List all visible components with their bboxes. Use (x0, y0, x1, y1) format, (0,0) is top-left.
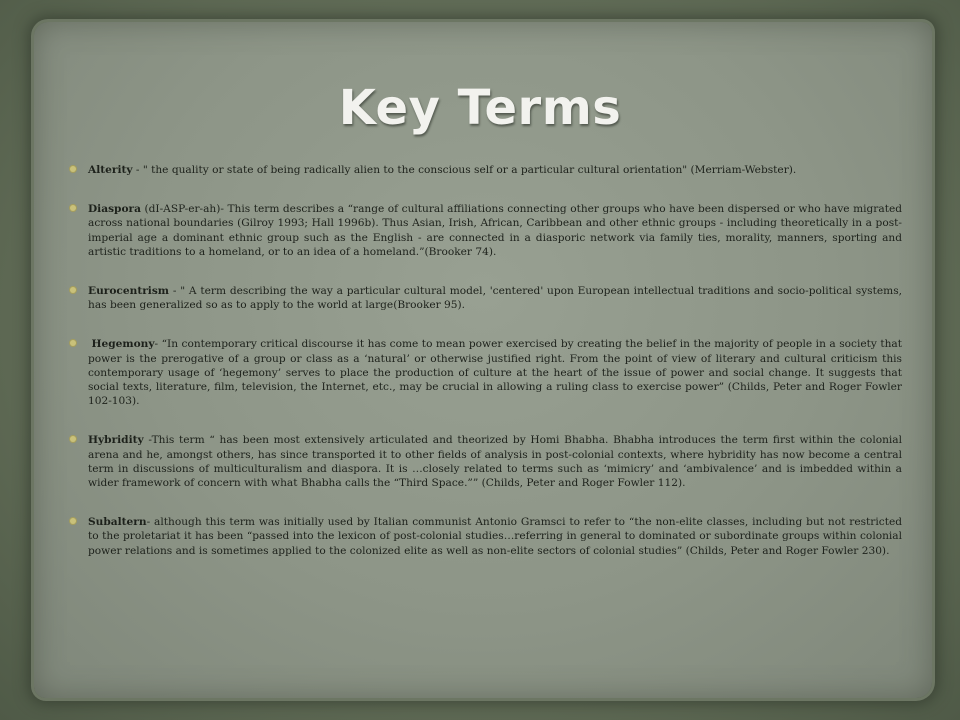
term-hegemony (70, 337, 902, 408)
term-name: Eurocentrism (88, 285, 169, 298)
term-definition: - although this term was initially used by Italian communist Antonio Gramsci to refer to “the non-elite classes, including but not restricted to the proletariat it has been “passed into the lexicon of post-colonial studies…referring in general to dominated or subordinate groups within colonial power relations and is sometimes applied to the colonized elite as well as non-elite sectors of colonial studies” (Childs, Peter and Roger Fowler 230). (88, 516, 902, 557)
term-diaspora (70, 202, 902, 259)
term-name: Alterity (88, 164, 133, 176)
bullet-icon (70, 436, 76, 442)
term-name: Diaspora (88, 203, 141, 216)
bullet-icon (70, 287, 76, 293)
bullet-icon (70, 205, 76, 211)
bullet-icon (70, 166, 76, 172)
term-name: Hybridity (88, 434, 144, 447)
term-definition: - " the quality or state of being radically alien to the conscious self or a particular cultural orientation" (Merriam-Webster). (132, 164, 797, 176)
key-terms-list (70, 163, 902, 558)
term-name: Hegemony (91, 338, 155, 351)
bullet-icon (70, 340, 76, 346)
term-definition: (dI-ASP-er-ah)- This term describes a “range of cultural affiliations connecting other groups who have been dispersed or who have migrated across national boundaries (Gilroy 1993; Hall 1996b). Thus Asian, Irish, African, Caribbean and other ethnic groups - including theoretically in a post-imperial age a dominant ethnic group such as the English - are connected in a diasporic network via family ties, morality, manners, sporting and artistic traditions to a homeland, or to an idea of a homeland.”(Brooker 74). (88, 203, 902, 258)
term-eurocentrism (70, 284, 902, 312)
term-name: Subaltern (88, 516, 147, 529)
slide-title: Key Terms (338, 80, 622, 136)
term-definition: -This term “ has been most extensively articulated and theorized by Homi Bhabha. Bhabha introduces the term first within the colonial arena and he, amongst others, has since transported it to other fields of analysis in post-colonial contexts, where hybridity has now become a central term in discussions of multiculturalism and diaspora. It is …closely related to terms such as ‘mimicry’ and ‘ambivalence’ and is imbedded within a wider framework of concern with what Bhabha calls the “Third Space.”” (Childs, Peter and Roger Fowler 112). (88, 434, 902, 490)
bullet-icon (70, 518, 76, 524)
term-subaltern (70, 515, 902, 558)
term-hybridity (70, 433, 902, 490)
term-alterity (70, 163, 902, 177)
term-definition: - " A term describing the way a particular cultural model, 'centered' upon European intellectual traditions and socio-political systems, has been generalized so as to apply to the world at large(Brooker 95). (88, 285, 902, 312)
term-definition: - “In contemporary critical discourse it has come to mean power exercised by creating the belief in the majority of people in a society that power is the prerogative of a group or class as a ‘natural’ or otherwise justified right. From the point of view of literary and cultural criticism this contemporary usage of ‘hegemony’ serves to place the production of culture at the heart of the issue of power and social change. It suggests that social texts, literature, film, television, the Internet, etc., may be crucial in allowing a ruling class to exercise power” (Childs, Peter and Roger Fowler 102-103). (88, 338, 902, 408)
